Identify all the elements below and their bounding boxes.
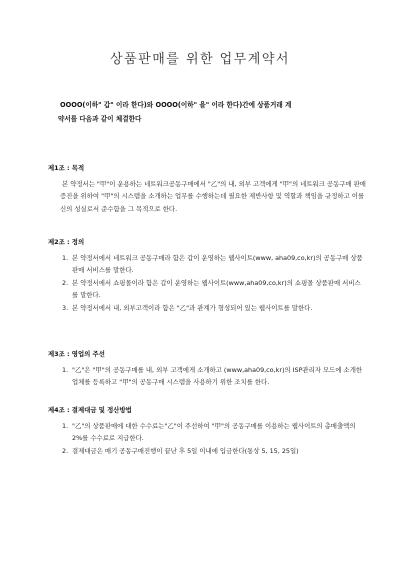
document-title: 상품판매를 위한 업무계약서 xyxy=(110,52,290,67)
item-text: 본 약정서에서 쇼핑몰이라 함은 갑이 운영하는 웹사이트(www,aha09,co,kr)의 쇼핑몰 상품판매 서비스를 말한다. xyxy=(72,278,361,299)
item-number: 2. xyxy=(62,278,69,287)
item-number: 2. xyxy=(62,446,69,455)
article-1 xyxy=(48,162,366,215)
item-text: 본 약정서에서 네트워크 공동구매라 함은 갑이 운영하는 웹사이트(www, aha09,co,kr)의 공동구매 상품판매 서비스를 말한다. xyxy=(72,253,363,274)
article-1-body: 본 약정서는 "甲"이 운용하는 네트워크공동구매에서 "乙"의 내, 외부 고객에게 "甲"의 네트워크 공동구매 판매증진을 위하여 "甲"의 시스템을 소개하는 업무를 수행하는데 필요한 제반사항 및 역할과 책임을 규정하고 이를 신의 성실로서 준수함을 그 목적으로 한다. xyxy=(60,179,366,213)
article-2 xyxy=(48,236,366,314)
intro-line-1: OOOO(이하" 갑" 이라 한다)와 OOOO(이하" 을" 이라 한다)간에 상품거래 계 xyxy=(60,101,292,109)
list-item xyxy=(62,364,366,389)
article-3 xyxy=(48,348,366,389)
intro-line-2: 약서를 다음과 같이 체결한다 xyxy=(58,115,142,123)
item-number: 3. xyxy=(62,303,69,312)
item-text: 결제대금은 매기 공동구매진행이 끝난 후 5일 이내에 입금한다(통상 5, 15, 25일) xyxy=(72,446,299,455)
list-item xyxy=(62,302,366,315)
article-2-list xyxy=(48,252,366,315)
article-2-heading: 제2조 : 정의 xyxy=(48,238,85,246)
article-4 xyxy=(48,404,366,457)
item-text: 본 약정서에서 내, 외부고객이라 함은 "乙"과 관계가 형성되어 있는 웹사이트를 말한다. xyxy=(72,303,313,312)
article-4-heading: 제4조 : 결제대금 및 정산방법 xyxy=(48,406,132,414)
item-text: "乙"은 "甲"의 공동구매를 내, 외부 고객에게 소개하고 (www,aha09,co,kr)의 ISP관리자 모드에 소개한 업체를 등록하고 "甲"의 공동구매 시스템을 사용하기 위한 조치를 한다. xyxy=(72,365,363,386)
item-number: 1. xyxy=(62,365,69,374)
list-item xyxy=(62,252,366,277)
article-3-heading: 제3조 : 영업의 주선 xyxy=(48,350,105,358)
item-number: 1. xyxy=(62,253,69,262)
item-text: "乙"의 상품판매에 대한 수수료는"乙"이 주선하여 "甲"의 공동구매를 이용하는 웹사이트의 총매출액의 2%를 수수료로 지급한다. xyxy=(72,421,356,442)
list-item xyxy=(62,420,366,445)
list-item xyxy=(62,277,366,302)
list-item xyxy=(62,445,366,458)
article-3-list xyxy=(48,364,366,389)
article-1-heading: 제1조 : 목적 xyxy=(48,164,85,172)
item-number: 1. xyxy=(62,421,69,430)
intro-paragraph xyxy=(58,98,358,126)
article-4-list xyxy=(48,420,366,458)
